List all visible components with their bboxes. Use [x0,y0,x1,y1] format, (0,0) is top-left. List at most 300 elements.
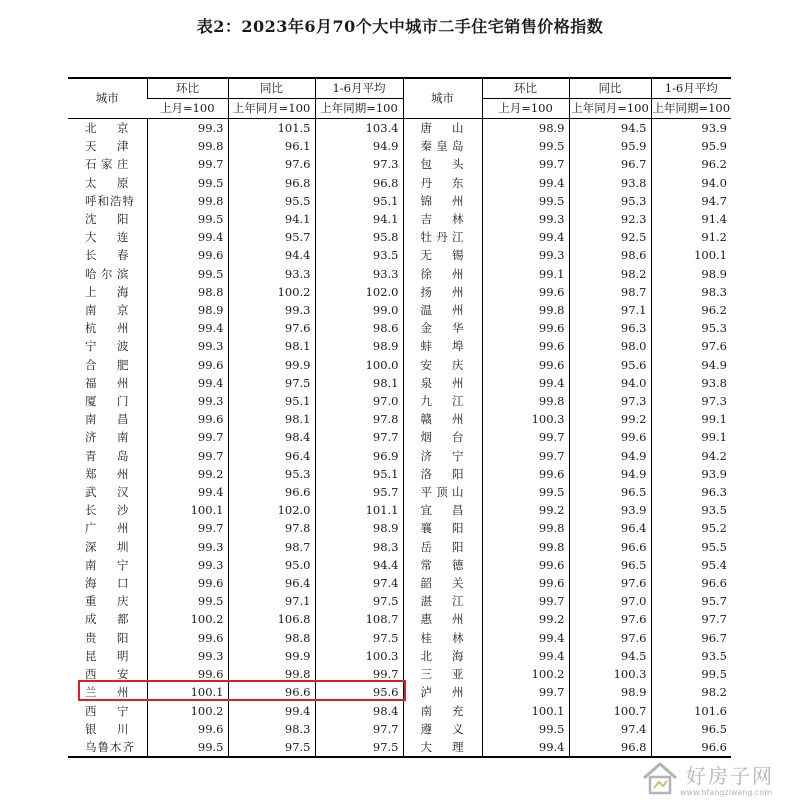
mom-cell: 99.8 [147,137,228,155]
yoy-cell: 98.3 [228,720,315,738]
city-cell: 金华 [403,319,482,337]
mom-cell: 99.6 [147,356,228,374]
header-yoy-2: 同比 [569,78,651,99]
avg-cell: 97.3 [315,155,403,173]
yoy-cell: 95.7 [228,228,315,246]
city-cell: 沈阳 [85,212,130,227]
yoy-cell: 96.8 [228,174,315,192]
mom-cell: 99.7 [482,155,569,173]
mom-cell: 99.8 [147,192,228,210]
table-row [68,137,731,155]
table-row [68,465,731,483]
yoy-cell: 98.9 [569,683,651,701]
table-row [68,210,731,228]
yoy-cell: 95.0 [228,556,315,574]
yoy-cell: 96.4 [569,519,651,537]
avg-cell: 97.0 [315,392,403,410]
table-row [68,410,731,428]
city-cell: 南充 [403,702,482,720]
mom-cell: 99.4 [482,647,569,665]
city-cell: 烟台 [403,428,482,446]
city-cell: 重庆 [85,594,130,609]
mom-cell: 99.4 [147,228,228,246]
avg-cell: 95.2 [651,519,731,537]
yoy-cell: 99.2 [569,410,651,428]
city-cell: 济宁 [403,447,482,465]
mom-cell: 99.4 [147,483,228,501]
mom-cell: 98.9 [147,301,228,319]
city-cell: 常德 [403,556,482,574]
city-cell: 宁波 [85,339,130,354]
city-cell: 北京 [85,121,130,135]
city-cell: 贵阳 [85,630,130,645]
avg-cell: 97.5 [315,738,403,757]
header-yoy-base-2: 上年同月=100 [569,99,651,119]
yoy-cell: 98.1 [228,337,315,355]
mom-cell: 100.1 [147,683,228,701]
yoy-cell: 98.0 [569,337,651,355]
avg-cell: 98.3 [651,283,731,301]
city-cell: 秦皇岛 [403,137,482,155]
city-cell: 泸州 [403,683,482,701]
header-avg-base: 上年同期=100 [315,99,403,119]
mom-cell: 99.6 [147,629,228,647]
table-row [68,538,731,556]
city-cell: 郑州 [85,466,130,481]
price-index-table [68,77,731,758]
yoy-cell: 93.3 [228,265,315,283]
city-cell: 惠州 [403,610,482,628]
city-cell: 广州 [85,521,130,536]
avg-cell: 95.1 [315,465,403,483]
city-cell: 湛江 [403,592,482,610]
mom-cell: 98.9 [482,119,569,138]
avg-cell: 96.5 [651,720,731,738]
city-cell: 成都 [85,612,130,627]
mom-cell: 99.2 [482,610,569,628]
mom-cell: 99.4 [482,228,569,246]
city-cell: 太原 [85,175,130,190]
city-cell: 青岛 [85,448,130,463]
city-cell: 扬州 [403,283,482,301]
table-row [68,629,731,647]
mom-cell: 100.2 [147,702,228,720]
city-cell: 赣州 [403,410,482,428]
city-cell: 西宁 [85,703,130,718]
mom-cell: 99.8 [482,519,569,537]
mom-cell: 99.6 [482,283,569,301]
mom-cell: 99.3 [147,538,228,556]
city-cell: 三亚 [403,665,482,683]
city-cell: 韶关 [403,574,482,592]
mom-cell: 99.7 [482,428,569,446]
avg-cell: 98.1 [315,374,403,392]
yoy-cell: 98.4 [228,428,315,446]
table-body [68,119,731,758]
avg-cell: 101.1 [315,501,403,519]
mom-cell: 99.3 [147,392,228,410]
city-cell: 无锡 [403,246,482,264]
city-cell: 襄阳 [403,519,482,537]
table-row [68,356,731,374]
avg-cell: 96.6 [651,738,731,757]
avg-cell: 97.6 [651,337,731,355]
city-cell: 海口 [85,576,130,591]
watermark-url: www.hfangziwang.com [680,788,773,797]
table-row [68,119,731,138]
yoy-cell: 96.7 [569,155,651,173]
yoy-cell: 93.8 [569,174,651,192]
avg-cell: 95.7 [315,483,403,501]
table-row [68,447,731,465]
city-cell: 牡丹江 [403,228,482,246]
mom-cell: 99.6 [147,720,228,738]
avg-cell: 95.3 [651,319,731,337]
yoy-cell: 102.0 [228,501,315,519]
mom-cell: 100.2 [147,610,228,628]
mom-cell: 99.6 [482,574,569,592]
yoy-cell: 100.2 [228,283,315,301]
table-row [68,265,731,283]
avg-cell: 91.2 [651,228,731,246]
avg-cell: 98.9 [651,265,731,283]
header-city-2: 城市 [403,78,482,119]
avg-cell: 108.7 [315,610,403,628]
table-row [68,665,731,683]
house-logo-icon [640,758,684,798]
table-row [68,192,731,210]
yoy-cell: 99.3 [228,301,315,319]
mom-cell: 99.4 [482,629,569,647]
avg-cell: 101.6 [651,702,731,720]
mom-cell: 100.2 [482,665,569,683]
mom-cell: 99.8 [482,538,569,556]
yoy-cell: 95.5 [228,192,315,210]
yoy-cell: 97.6 [569,610,651,628]
table-row [68,647,731,665]
mom-cell: 99.3 [147,119,228,138]
mom-cell: 99.5 [147,738,228,757]
table-row [68,610,731,628]
yoy-cell: 96.5 [569,556,651,574]
yoy-cell: 93.9 [569,501,651,519]
avg-cell: 94.1 [315,210,403,228]
yoy-cell: 106.8 [228,610,315,628]
city-cell: 温州 [403,301,482,319]
yoy-cell: 97.6 [569,574,651,592]
yoy-cell: 95.6 [569,356,651,374]
yoy-cell: 97.6 [228,155,315,173]
mom-cell: 99.5 [147,592,228,610]
avg-cell: 94.4 [315,556,403,574]
mom-cell: 99.7 [482,592,569,610]
mom-cell: 99.5 [482,720,569,738]
mom-cell: 99.4 [482,738,569,757]
table-row [68,501,731,519]
mom-cell: 99.7 [147,519,228,537]
table-row [68,738,731,757]
avg-cell: 100.1 [651,246,731,264]
avg-cell: 97.4 [315,574,403,592]
city-cell: 北海 [403,647,482,665]
avg-cell: 93.9 [651,465,731,483]
city-cell: 银川 [85,721,130,736]
table-row [68,592,731,610]
mom-cell: 99.6 [147,410,228,428]
avg-cell: 96.2 [651,155,731,173]
avg-cell: 96.9 [315,447,403,465]
avg-cell: 97.3 [651,392,731,410]
avg-cell: 98.4 [315,702,403,720]
table-row [68,228,731,246]
mom-cell: 99.2 [147,465,228,483]
yoy-cell: 101.5 [228,119,315,138]
avg-cell: 100.0 [315,356,403,374]
yoy-cell: 96.6 [228,683,315,701]
header-mom-base: 上月=100 [147,99,228,119]
mom-cell: 99.3 [147,556,228,574]
avg-cell: 94.2 [651,447,731,465]
yoy-cell: 99.6 [569,428,651,446]
avg-cell: 99.1 [651,428,731,446]
city-cell: 丹东 [403,174,482,192]
mom-cell: 99.4 [482,174,569,192]
yoy-cell: 97.8 [228,519,315,537]
avg-cell: 91.4 [651,210,731,228]
yoy-cell: 97.5 [228,374,315,392]
city-cell: 南昌 [85,412,130,427]
city-cell: 西安 [85,667,130,682]
table-row [68,337,731,355]
table-row [68,683,731,701]
yoy-cell: 96.6 [228,483,315,501]
city-cell: 武汉 [85,485,130,500]
yoy-cell: 99.9 [228,356,315,374]
yoy-cell: 95.3 [228,465,315,483]
avg-cell: 95.1 [315,192,403,210]
city-cell: 泉州 [403,374,482,392]
avg-cell: 98.3 [315,538,403,556]
watermark-text: 好房子网 [686,764,774,788]
mom-cell: 99.5 [482,192,569,210]
yoy-cell: 96.5 [569,483,651,501]
header-mom: 环比 [147,78,228,99]
city-cell: 南京 [85,303,130,318]
avg-cell: 95.9 [651,137,731,155]
mom-cell: 99.3 [482,246,569,264]
avg-cell: 93.8 [651,374,731,392]
avg-cell: 94.9 [315,137,403,155]
mom-cell: 99.6 [482,465,569,483]
city-cell: 蚌埠 [403,337,482,355]
table-row [68,483,731,501]
mom-cell: 99.5 [147,210,228,228]
yoy-cell: 94.5 [569,119,651,138]
mom-cell: 99.3 [482,210,569,228]
mom-cell: 99.6 [147,246,228,264]
city-cell: 岳阳 [403,538,482,556]
yoy-cell: 95.1 [228,392,315,410]
city-cell: 宜昌 [403,501,482,519]
city-cell: 厦门 [85,394,130,409]
avg-cell: 95.5 [651,538,731,556]
mom-cell: 99.6 [482,337,569,355]
table-row [68,720,731,738]
avg-cell: 97.7 [315,720,403,738]
city-cell: 石家庄 [85,157,130,172]
header-avg-base-2: 上年同期=100 [651,99,731,119]
avg-cell: 97.8 [315,410,403,428]
mom-cell: 99.4 [147,319,228,337]
yoy-cell: 98.6 [569,246,651,264]
yoy-cell: 97.6 [569,629,651,647]
header-city: 城市 [68,78,147,119]
avg-cell: 93.5 [651,647,731,665]
city-cell: 长春 [85,248,130,263]
yoy-cell: 98.8 [228,629,315,647]
yoy-cell: 94.0 [569,374,651,392]
city-cell: 福州 [85,375,130,390]
city-cell: 长沙 [85,503,130,518]
header-yoy: 同比 [228,78,315,99]
yoy-cell: 99.4 [228,702,315,720]
table-row [68,428,731,446]
mom-cell: 100.3 [482,410,569,428]
city-cell: 遵义 [403,720,482,738]
city-cell: 包头 [403,155,482,173]
mom-cell: 99.5 [482,483,569,501]
city-cell: 大连 [85,230,130,245]
avg-cell: 99.1 [651,410,731,428]
avg-cell: 97.5 [315,629,403,647]
avg-cell: 93.5 [315,246,403,264]
yoy-cell: 99.9 [228,647,315,665]
table-title: 表2：2023年6月70个大中城市二手住宅销售价格指数 [196,17,604,36]
yoy-cell: 92.5 [569,228,651,246]
yoy-cell: 99.8 [228,665,315,683]
yoy-cell: 96.8 [569,738,651,757]
avg-cell: 99.5 [651,665,731,683]
mom-cell: 99.8 [482,301,569,319]
table-row [68,155,731,173]
yoy-cell: 98.7 [228,538,315,556]
avg-cell: 100.3 [315,647,403,665]
avg-cell: 103.4 [315,119,403,138]
header-avg: 1-6月平均 [315,78,403,99]
yoy-cell: 95.9 [569,137,651,155]
avg-cell: 98.2 [651,683,731,701]
header-yoy-base: 上年同月=100 [228,99,315,119]
table-row [68,283,731,301]
avg-cell: 94.9 [651,356,731,374]
yoy-cell: 94.9 [569,447,651,465]
avg-cell: 96.8 [315,174,403,192]
mom-cell: 99.4 [482,374,569,392]
table-row [68,519,731,537]
mom-cell: 98.8 [147,283,228,301]
table-row [68,319,731,337]
avg-cell: 98.6 [315,319,403,337]
avg-cell: 95.7 [651,592,731,610]
mom-cell: 99.1 [482,265,569,283]
mom-cell: 99.7 [147,155,228,173]
yoy-cell: 97.3 [569,392,651,410]
mom-cell: 99.7 [147,447,228,465]
mom-cell: 99.8 [482,392,569,410]
avg-cell: 99.0 [315,301,403,319]
city-cell: 锦州 [403,192,482,210]
city-cell: 哈尔滨 [85,266,130,281]
city-cell: 南宁 [85,557,130,572]
mom-cell: 99.6 [482,556,569,574]
mom-cell: 99.7 [482,447,569,465]
avg-cell: 96.3 [651,483,731,501]
table-row [68,392,731,410]
table-row [68,702,731,720]
avg-cell: 96.2 [651,301,731,319]
city-cell: 九江 [403,392,482,410]
mom-cell: 99.6 [147,665,228,683]
header-avg-2: 1-6月平均 [651,78,731,99]
mom-cell: 99.3 [147,337,228,355]
yoy-cell: 100.3 [569,665,651,683]
yoy-cell: 97.1 [569,301,651,319]
header-mom-base-2: 上月=100 [482,99,569,119]
yoy-cell: 96.6 [569,538,651,556]
mom-cell: 99.6 [482,319,569,337]
city-cell: 桂林 [403,629,482,647]
table-row [68,374,731,392]
city-cell: 上海 [85,284,130,299]
mom-cell: 99.6 [482,356,569,374]
city-cell: 吉林 [403,210,482,228]
header-mom-2: 环比 [482,78,569,99]
avg-cell: 95.8 [315,228,403,246]
table-row [68,246,731,264]
avg-cell: 94.7 [651,192,731,210]
yoy-cell: 95.3 [569,192,651,210]
yoy-cell: 96.4 [228,447,315,465]
mom-cell: 99.4 [147,374,228,392]
yoy-cell: 97.6 [228,319,315,337]
mom-cell: 99.5 [482,137,569,155]
city-cell: 天津 [85,139,130,154]
table-row [68,556,731,574]
avg-cell: 94.0 [651,174,731,192]
mom-cell: 100.1 [482,702,569,720]
avg-cell: 93.3 [315,265,403,283]
mom-cell: 99.5 [147,174,228,192]
yoy-cell: 97.5 [228,738,315,757]
avg-cell: 95.4 [651,556,731,574]
yoy-cell: 100.7 [569,702,651,720]
city-cell: 大理 [403,738,482,757]
city-cell: 平顶山 [403,483,482,501]
city-cell: 深圳 [85,539,130,554]
city-cell: 洛阳 [403,465,482,483]
city-cell: 昆明 [85,648,130,663]
yoy-cell: 98.1 [228,410,315,428]
city-cell: 呼和浩特 [85,193,135,208]
table-row [68,574,731,592]
mom-cell: 99.6 [147,574,228,592]
mom-cell: 99.5 [147,265,228,283]
table-row [68,174,731,192]
avg-cell: 97.7 [651,610,731,628]
yoy-cell: 94.4 [228,246,315,264]
avg-cell: 96.7 [651,629,731,647]
yoy-cell: 98.7 [569,283,651,301]
